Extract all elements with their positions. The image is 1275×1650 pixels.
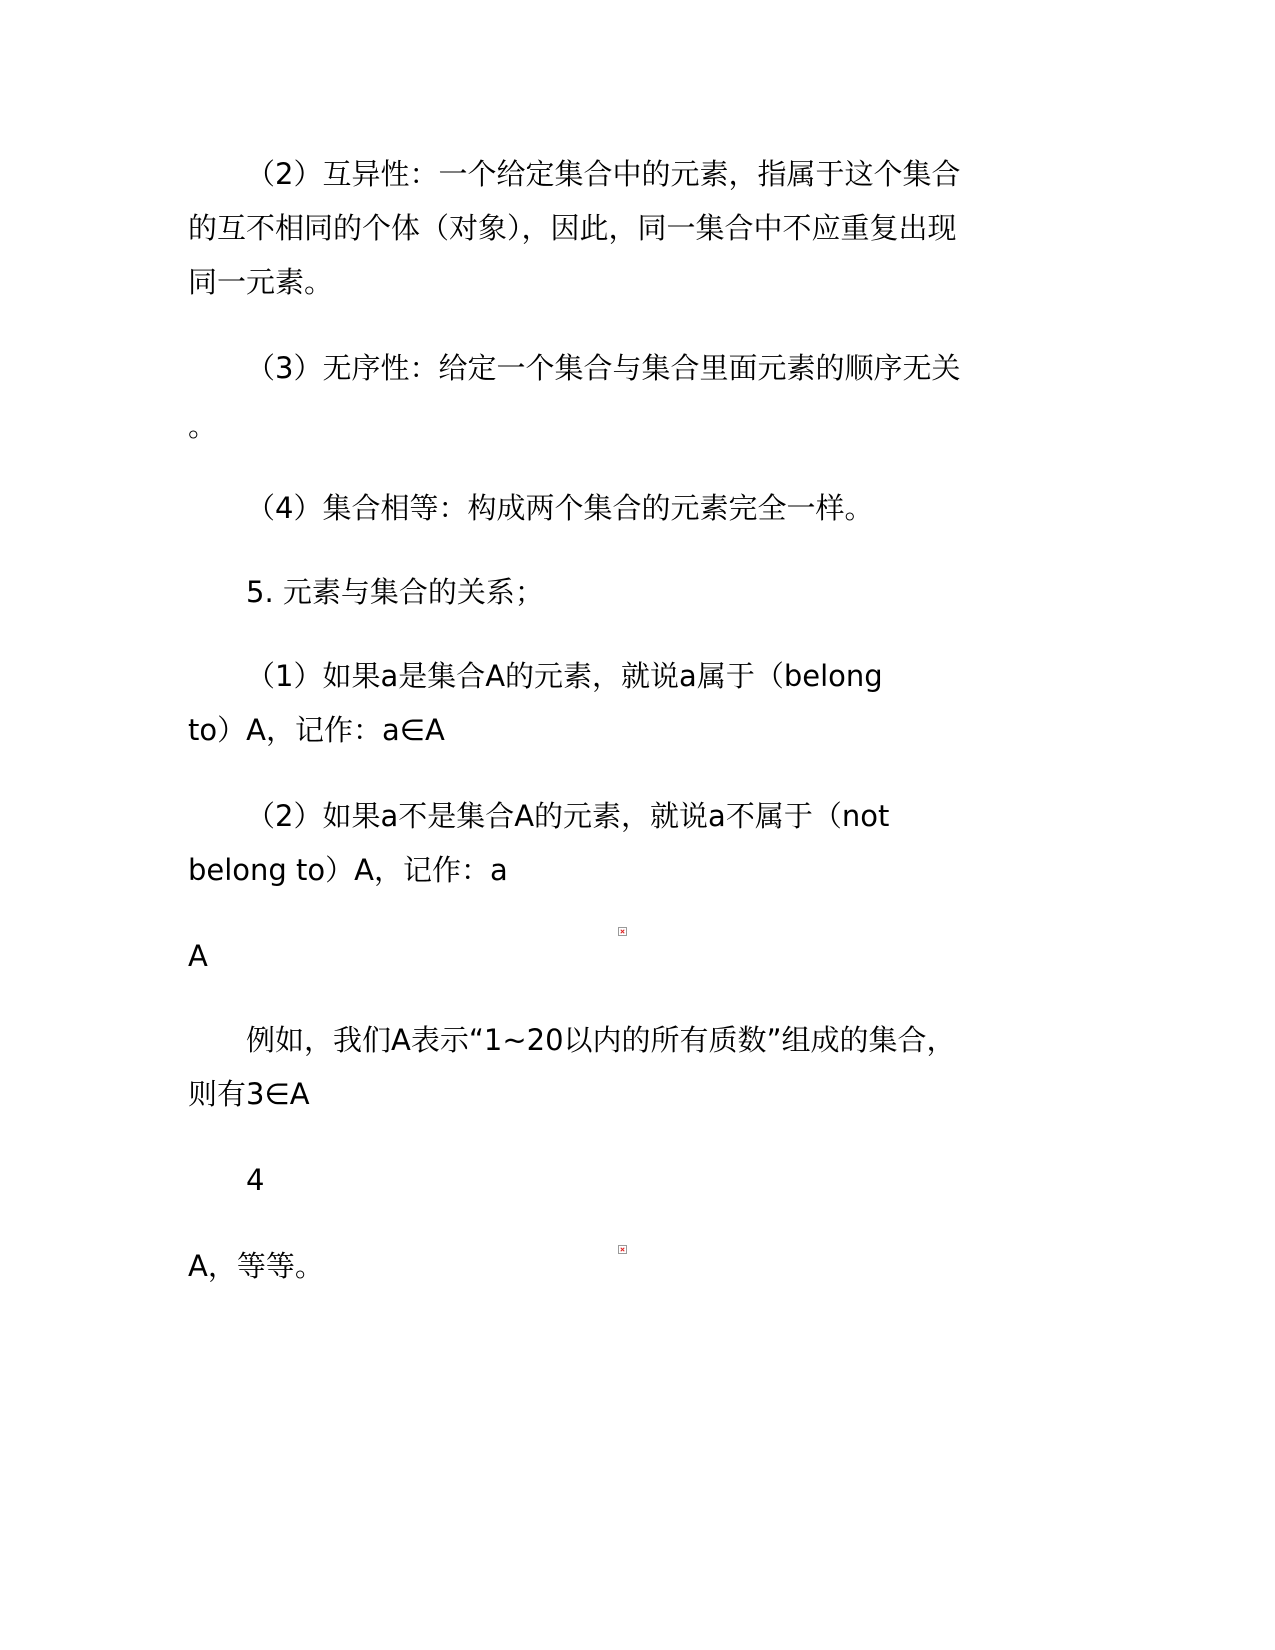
paragraph-distinctness-line-3: 同一元素。 [188, 265, 334, 299]
paragraph-example-line-2: 则有3∈A [188, 1077, 310, 1111]
broken-image-icon [618, 927, 627, 936]
paragraph-unordered-line-1: （3）无序性：给定一个集合与集合里面元素的顺序无关 [246, 351, 961, 385]
paragraph-not-belong-line-2: belong to）A，记作：a [188, 853, 508, 887]
paragraph-not-belong-line-1: （2）如果a不是集合A的元素，就说a不属于（not [246, 799, 890, 833]
paragraph-belong-line-2: to）A，记作：a∈A [188, 713, 445, 747]
heading-element-set-relation: 5. 元素与集合的关系； [246, 575, 544, 609]
paragraph-unordered-line-2: 。 [188, 409, 218, 443]
paragraph-distinctness-line-2: 的互不相同的个体（对象），因此，同一集合中不应重复出现 [188, 211, 957, 245]
paragraph-set-equality: （4）集合相等：构成两个集合的元素完全一样。 [246, 491, 874, 525]
paragraph-example-line-1: 例如，我们A表示“1~20以内的所有质数”组成的集合， [246, 1023, 956, 1057]
paragraph-distinctness-line-1: （2）互异性：一个给定集合中的元素，指属于这个集合 [246, 157, 961, 191]
broken-image-icon [618, 1245, 627, 1254]
paragraph-belong-line-1: （1）如果a是集合A的元素，就说a属于（belong [246, 659, 883, 693]
paragraph-example-line-3: 4 [246, 1163, 265, 1197]
paragraph-not-belong-line-3: A [188, 939, 208, 973]
paragraph-example-line-4: A，等等。 [188, 1249, 324, 1283]
